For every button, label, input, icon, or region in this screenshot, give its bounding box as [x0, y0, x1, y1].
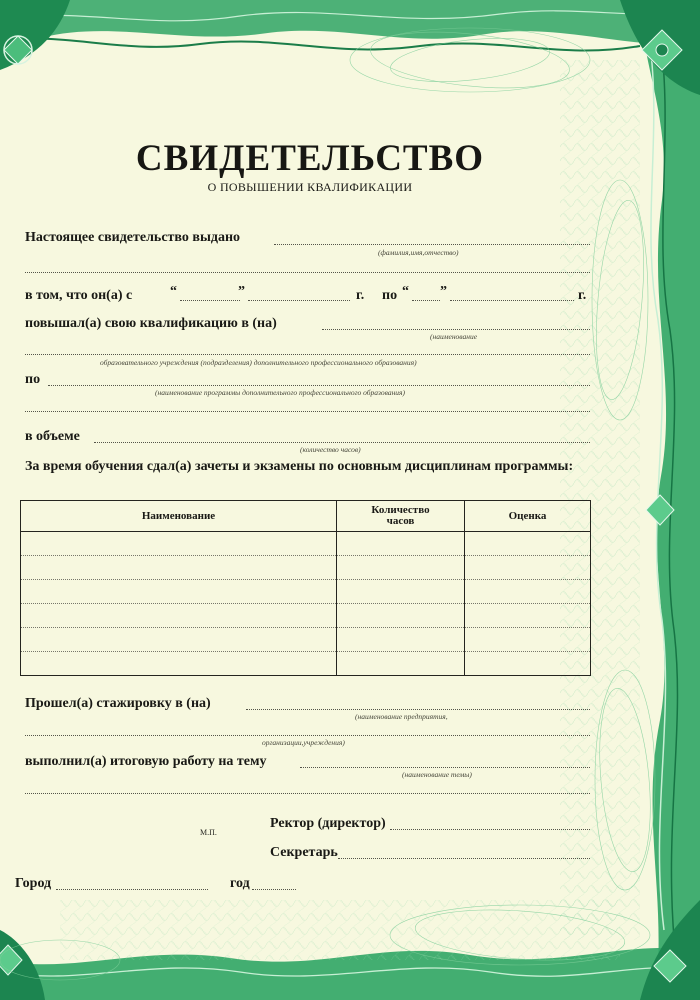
row-dots — [465, 532, 590, 556]
final-work-label: выполнил(а) итоговую работу на тему — [25, 754, 267, 769]
row-dots — [337, 556, 464, 580]
row-dots — [21, 556, 336, 580]
rector-signature-line[interactable] — [390, 829, 590, 830]
header-name: Наименование — [21, 501, 337, 532]
row-dots — [465, 628, 590, 652]
row-dots — [21, 628, 336, 652]
grades-table — [20, 500, 591, 676]
internship-line-2[interactable] — [25, 735, 590, 736]
stamp-label: М.П. — [200, 828, 217, 837]
row-dots — [337, 628, 464, 652]
period-label: в том, что он(а) с — [25, 288, 133, 303]
issued-caption: (фамилия,имя,отчество) — [378, 248, 459, 257]
header-hours-line2: часов — [386, 515, 415, 527]
quote-open-2: “ — [402, 284, 409, 299]
final-work-line[interactable] — [300, 767, 590, 768]
document-subtitle: О ПОВЫШЕНИИ КВАЛИФИКАЦИИ — [207, 180, 413, 194]
program-caption: (наименование программы дополнительного профессионального образования) — [155, 388, 406, 397]
quote-close-1: ” — [238, 284, 245, 299]
year-suffix-1: г. — [356, 288, 365, 303]
quote-close-2: ” — [440, 284, 447, 299]
secretary-signature-line[interactable] — [338, 858, 590, 859]
volume-caption: (количество часов) — [300, 445, 361, 454]
issued-name-line[interactable] — [274, 244, 590, 245]
row-dots — [465, 604, 590, 628]
qualification-label: повышал(а) свою квалификацию в (на) — [25, 316, 277, 331]
rector-label: Ректор (директор) — [270, 816, 386, 831]
qualification-caption-1: (наименование — [430, 332, 478, 341]
cell-hours[interactable] — [337, 532, 465, 676]
cell-grade[interactable] — [465, 532, 591, 676]
quote-open-1: “ — [170, 284, 177, 299]
document-title: СВИДЕТЕЛЬСТВО — [135, 138, 485, 179]
cell-name[interactable] — [21, 532, 337, 676]
start-day-line[interactable] — [180, 300, 240, 301]
end-day-line[interactable] — [412, 300, 440, 301]
internship-caption-1: (наименование предприятия, — [355, 712, 448, 721]
header-hours-line1: Количество — [371, 504, 430, 516]
volume-label: в объеме — [25, 429, 80, 444]
header-grade: Оценка — [465, 501, 591, 532]
row-dots — [21, 604, 336, 628]
year-line[interactable] — [252, 889, 296, 890]
institution-line-2[interactable] — [25, 354, 590, 355]
program-line-2[interactable] — [25, 411, 590, 412]
issued-name-line-2[interactable] — [25, 272, 590, 273]
internship-label: Прошел(а) стажировку в (на) — [25, 696, 211, 711]
header-hours — [337, 501, 465, 532]
period-to-label: по — [382, 288, 398, 303]
internship-line[interactable] — [246, 709, 590, 710]
final-work-caption: (наименование темы) — [402, 770, 472, 779]
program-line[interactable] — [48, 385, 590, 386]
year-label: год — [230, 876, 250, 891]
row-dots — [465, 556, 590, 580]
volume-line[interactable] — [94, 442, 590, 443]
row-dots — [337, 532, 464, 556]
secretary-label: Секретарь — [270, 845, 338, 860]
end-month-line[interactable] — [450, 300, 574, 301]
exams-text: За время обучения сдал(а) зачеты и экзамены по основным дисциплинам программы: — [25, 459, 574, 474]
table-row — [21, 532, 591, 676]
year-suffix-2: г. — [578, 288, 587, 303]
qualification-caption-2: образовательного учреждения (подразделения) дополнительного профессионального образования) — [100, 358, 417, 367]
start-month-line[interactable] — [248, 300, 350, 301]
row-dots — [21, 532, 336, 556]
city-label: Город — [15, 876, 52, 891]
internship-caption-2: организации,учреждения) — [262, 738, 345, 747]
row-dots — [21, 580, 336, 604]
row-dots — [337, 604, 464, 628]
program-label: по — [25, 372, 41, 387]
institution-line[interactable] — [322, 329, 590, 330]
city-line[interactable] — [56, 889, 208, 890]
row-dots — [337, 580, 464, 604]
final-work-line-2[interactable] — [25, 793, 590, 794]
issued-label: Настоящее свидетельство выдано — [25, 230, 241, 245]
grades-table-header — [21, 501, 591, 532]
row-dots — [465, 580, 590, 604]
